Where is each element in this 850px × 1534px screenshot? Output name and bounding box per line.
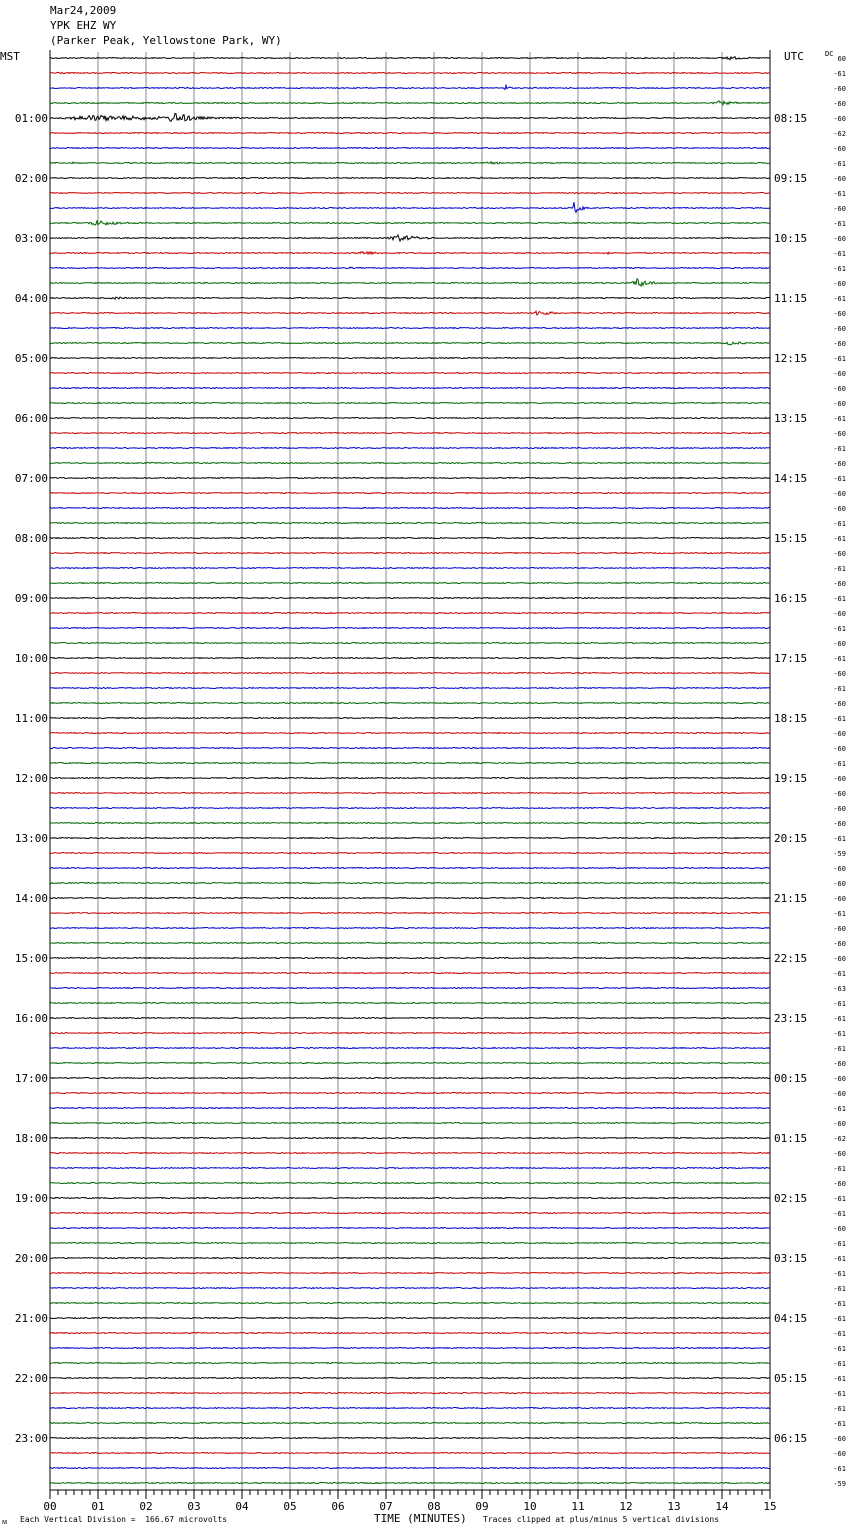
trace-85 (50, 1332, 770, 1333)
trace-13 (50, 252, 770, 255)
dc-value: -61 (833, 1285, 846, 1293)
trace-31 (50, 522, 770, 523)
trace-63 (50, 1002, 770, 1003)
dc-value: -60 (833, 1090, 846, 1098)
x-tick-label: 05 (283, 1500, 297, 1513)
dc-label: DC (825, 50, 834, 58)
trace-5 (50, 132, 770, 133)
dc-value: -60 (833, 745, 846, 753)
trace-80 (50, 1257, 770, 1258)
dc-value: -60 (833, 490, 846, 498)
dc-value: -61 (833, 160, 846, 168)
right-hour-label: 06:15 (774, 1432, 808, 1445)
right-hour-label: 14:15 (774, 472, 808, 485)
scale-note: Each Vertical Division = 166.67 microvolts (20, 1515, 228, 1524)
dc-value: -61 (833, 595, 846, 603)
dc-value: -61 (833, 625, 846, 633)
dc-value: -60 (833, 1075, 846, 1083)
dc-value: -61 (833, 1315, 846, 1323)
right-hour-label: 19:15 (774, 772, 808, 785)
trace-8 (50, 177, 770, 178)
trace-34 (50, 567, 770, 568)
corner-mark: ᴍ (2, 1517, 8, 1526)
x-tick-label: 10 (523, 1500, 537, 1513)
left-hour-label: 17:00 (14, 1072, 48, 1085)
trace-27 (50, 462, 770, 463)
x-tick-label: 14 (715, 1500, 729, 1513)
trace-3 (50, 101, 770, 105)
x-tick-label: 00 (43, 1500, 57, 1513)
trace-52 (50, 837, 770, 838)
x-tick-label: 02 (139, 1500, 153, 1513)
trace-4 (50, 113, 770, 121)
left-hour-label: 01:00 (14, 112, 48, 125)
dc-value: -61 (833, 265, 846, 273)
trace-9 (50, 192, 770, 193)
trace-89 (50, 1392, 770, 1393)
right-hour-label: 09:15 (774, 172, 808, 185)
date-title: Mar24,2009 (50, 4, 117, 17)
trace-64 (50, 1017, 770, 1018)
right-timezone-label: UTC (784, 50, 804, 63)
trace-37 (50, 612, 770, 613)
right-hour-label: 02:15 (774, 1192, 808, 1205)
trace-20 (50, 357, 770, 358)
left-hour-label: 06:00 (14, 412, 48, 425)
dc-value: -60 (833, 730, 846, 738)
trace-18 (50, 327, 770, 328)
trace-14 (50, 267, 770, 269)
dc-value: -61 (833, 655, 846, 663)
trace-66 (50, 1047, 770, 1048)
trace-86 (50, 1347, 770, 1348)
trace-55 (50, 882, 770, 883)
dc-value: -60 (833, 310, 846, 318)
dc-value: -61 (833, 415, 846, 423)
trace-21 (50, 372, 770, 373)
left-hour-label: 08:00 (14, 532, 48, 545)
x-tick-label: 15 (763, 1500, 777, 1513)
right-hour-label: 01:15 (774, 1132, 808, 1145)
dc-value: -60 (833, 550, 846, 558)
left-hour-label: 09:00 (14, 592, 48, 605)
trace-44 (50, 717, 770, 718)
dc-value: 60 (837, 55, 846, 63)
trace-43 (50, 702, 770, 703)
dc-value: -61 (833, 1015, 846, 1023)
trace-0 (50, 57, 770, 60)
dc-value: -61 (833, 1030, 846, 1038)
trace-19 (50, 342, 770, 345)
trace-11 (50, 220, 770, 225)
x-tick-label: 12 (619, 1500, 633, 1513)
dc-value: -61 (833, 70, 846, 78)
trace-10 (50, 202, 770, 212)
dc-value: -60 (833, 505, 846, 513)
dc-value: -61 (833, 910, 846, 918)
dc-value: -60 (833, 640, 846, 648)
trace-61 (50, 972, 770, 973)
dc-value: -61 (833, 685, 846, 693)
x-tick-label: 01 (91, 1500, 105, 1513)
left-hour-label: 16:00 (14, 1012, 48, 1025)
dc-value: -61 (833, 970, 846, 978)
trace-72 (50, 1137, 770, 1138)
dc-value: -61 (833, 1270, 846, 1278)
dc-value: -60 (833, 1060, 846, 1068)
trace-41 (50, 672, 770, 673)
dc-value: -60 (833, 1120, 846, 1128)
left-hour-label: 11:00 (14, 712, 48, 725)
dc-value: -61 (833, 1405, 846, 1413)
location-title: (Parker Peak, Yellowstone Park, WY) (50, 34, 282, 47)
trace-16 (50, 297, 770, 299)
right-hour-label: 15:15 (774, 532, 808, 545)
dc-value: -60 (833, 880, 846, 888)
right-hour-label: 20:15 (774, 832, 808, 845)
trace-48 (50, 777, 770, 778)
trace-65 (50, 1032, 770, 1033)
left-hour-label: 10:00 (14, 652, 48, 665)
trace-54 (50, 867, 770, 868)
dc-value: -60 (833, 400, 846, 408)
trace-50 (50, 807, 770, 808)
dc-value: -60 (833, 370, 846, 378)
x-tick-label: 08 (427, 1500, 441, 1513)
x-tick-label: 03 (187, 1500, 201, 1513)
dc-value: -60 (833, 790, 846, 798)
dc-value: -61 (833, 355, 846, 363)
trace-71 (50, 1122, 770, 1123)
trace-62 (50, 987, 770, 988)
x-axis-title: TIME (MINUTES) (374, 1512, 467, 1525)
dc-value: -60 (833, 940, 846, 948)
dc-value: -61 (833, 1165, 846, 1173)
dc-values (833, 55, 846, 1488)
left-hour-label: 12:00 (14, 772, 48, 785)
trace-92 (50, 1437, 770, 1438)
left-hour-label: 03:00 (14, 232, 48, 245)
dc-value: -62 (833, 1135, 846, 1143)
right-hour-label: 05:15 (774, 1372, 808, 1385)
trace-94 (50, 1467, 770, 1468)
dc-value: -61 (833, 1360, 846, 1368)
left-hour-label: 21:00 (14, 1312, 48, 1325)
dc-value: -60 (833, 100, 846, 108)
trace-42 (50, 687, 770, 688)
trace-29 (50, 492, 770, 493)
trace-75 (50, 1182, 770, 1183)
trace-51 (50, 822, 770, 823)
trace-35 (50, 582, 770, 583)
dc-value: -60 (833, 775, 846, 783)
dc-value: -60 (833, 610, 846, 618)
trace-40 (50, 657, 770, 658)
trace-70 (50, 1107, 770, 1108)
dc-value: -60 (833, 1435, 846, 1443)
trace-53 (50, 852, 770, 853)
right-hour-label: 00:15 (774, 1072, 808, 1085)
dc-value: -62 (833, 130, 846, 138)
dc-value: -61 (833, 190, 846, 198)
right-hour-label: 23:15 (774, 1012, 808, 1025)
dc-value: -60 (833, 430, 846, 438)
x-tick-label: 04 (235, 1500, 249, 1513)
dc-value: -60 (833, 805, 846, 813)
dc-value: -60 (833, 115, 846, 123)
x-axis (43, 1490, 776, 1513)
dc-value: -61 (833, 1210, 846, 1218)
trace-26 (50, 447, 770, 448)
right-hour-label: 13:15 (774, 412, 808, 425)
dc-value: -61 (833, 1255, 846, 1263)
trace-6 (50, 147, 770, 148)
trace-82 (50, 1287, 770, 1288)
dc-value: -61 (833, 1420, 846, 1428)
trace-33 (50, 552, 770, 553)
dc-value: -60 (833, 325, 846, 333)
trace-60 (50, 957, 770, 958)
right-hour-label: 03:15 (774, 1252, 808, 1265)
dc-value: -61 (833, 835, 846, 843)
x-tick-label: 13 (667, 1500, 681, 1513)
trace-74 (50, 1167, 770, 1168)
dc-value: -61 (833, 1345, 846, 1353)
dc-value: -61 (833, 1045, 846, 1053)
dc-value: -61 (833, 475, 846, 483)
dc-value: -61 (833, 250, 846, 258)
x-tick-label: 06 (331, 1500, 345, 1513)
dc-value: -60 (833, 340, 846, 348)
dc-value: -61 (833, 445, 846, 453)
dc-value: -61 (833, 1465, 846, 1473)
dc-value: -61 (833, 1000, 846, 1008)
trace-36 (50, 597, 770, 598)
trace-46 (50, 747, 770, 748)
trace-49 (50, 792, 770, 793)
dc-value: -60 (833, 1225, 846, 1233)
dc-value: -61 (833, 1375, 846, 1383)
right-hour-label: 16:15 (774, 592, 808, 605)
trace-45 (50, 732, 770, 733)
right-hour-label: 10:15 (774, 232, 808, 245)
trace-83 (50, 1302, 770, 1303)
left-hour-label: 22:00 (14, 1372, 48, 1385)
dc-value: -60 (833, 1180, 846, 1188)
trace-23 (50, 402, 770, 403)
left-hour-label: 05:00 (14, 352, 48, 365)
trace-2 (50, 85, 770, 89)
trace-32 (50, 537, 770, 538)
trace-87 (50, 1362, 770, 1363)
left-hour-label: 23:00 (14, 1432, 48, 1445)
dc-value: -60 (833, 925, 846, 933)
dc-value: -61 (833, 1105, 846, 1113)
dc-value: -60 (833, 85, 846, 93)
trace-91 (50, 1422, 770, 1423)
dc-value: -61 (833, 1390, 846, 1398)
dc-value: -61 (833, 535, 846, 543)
dc-value: -61 (833, 1330, 846, 1338)
right-hour-label: 22:15 (774, 952, 808, 965)
dc-value: -61 (833, 760, 846, 768)
dc-value: -61 (833, 520, 846, 528)
trace-69 (50, 1092, 770, 1093)
trace-68 (50, 1077, 770, 1078)
trace-57 (50, 912, 770, 913)
trace-88 (50, 1377, 770, 1378)
right-hour-label: 21:15 (774, 892, 808, 905)
trace-47 (50, 762, 770, 763)
left-hour-label: 07:00 (14, 472, 48, 485)
left-hour-label: 20:00 (14, 1252, 48, 1265)
right-hour-label: 04:15 (774, 1312, 808, 1325)
dc-value: -60 (833, 460, 846, 468)
trace-67 (50, 1062, 770, 1063)
trace-28 (50, 477, 770, 478)
left-hour-label: 13:00 (14, 832, 48, 845)
dc-value: -60 (833, 955, 846, 963)
station-title: YPK EHZ WY (50, 19, 117, 32)
right-hour-label: 17:15 (774, 652, 808, 665)
right-hour-label: 18:15 (774, 712, 808, 725)
trace-25 (50, 432, 770, 433)
left-hour-label: 14:00 (14, 892, 48, 905)
trace-58 (50, 927, 770, 928)
dc-value: -60 (833, 280, 846, 288)
trace-59 (50, 942, 770, 943)
dc-value: -60 (833, 385, 846, 393)
left-hour-label: 04:00 (14, 292, 48, 305)
trace-93 (50, 1452, 770, 1453)
trace-84 (50, 1317, 770, 1318)
clip-note: Traces clipped at plus/minus 5 vertical divisions (483, 1515, 720, 1524)
trace-90 (50, 1407, 770, 1408)
dc-value: -60 (833, 175, 846, 183)
right-hour-label: 11:15 (774, 292, 808, 305)
left-hour-label: 19:00 (14, 1192, 48, 1205)
left-hour-label: 02:00 (14, 172, 48, 185)
dc-value: -60 (833, 820, 846, 828)
trace-76 (50, 1197, 770, 1198)
x-tick-label: 09 (475, 1500, 489, 1513)
trace-17 (50, 311, 770, 315)
dc-value: -60 (833, 1150, 846, 1158)
left-timezone-label: MST (0, 50, 20, 63)
trace-7 (50, 162, 770, 164)
dc-value: -61 (833, 295, 846, 303)
left-hour-label: 15:00 (14, 952, 48, 965)
trace-73 (50, 1152, 770, 1153)
dc-value: -60 (833, 1450, 846, 1458)
x-tick-label: 11 (571, 1500, 585, 1513)
dc-value: -61 (833, 565, 846, 573)
traces (50, 57, 770, 1484)
x-tick-label: 07 (379, 1500, 393, 1513)
right-hour-label: 12:15 (774, 352, 808, 365)
trace-95 (50, 1482, 770, 1483)
dc-value: -63 (833, 985, 846, 993)
trace-30 (50, 507, 770, 508)
trace-24 (50, 417, 770, 418)
dc-value: -60 (833, 235, 846, 243)
dc-value: -60 (833, 895, 846, 903)
dc-value: -59 (833, 1480, 846, 1488)
dc-value: -60 (833, 580, 846, 588)
dc-value: -61 (833, 1195, 846, 1203)
trace-79 (50, 1242, 770, 1243)
trace-39 (50, 642, 770, 643)
dc-value: -60 (833, 145, 846, 153)
trace-77 (50, 1212, 770, 1213)
right-hour-label: 08:15 (774, 112, 808, 125)
trace-56 (50, 897, 770, 898)
trace-12 (50, 235, 770, 241)
trace-78 (50, 1227, 770, 1228)
dc-value: -60 (833, 865, 846, 873)
dc-value: -61 (833, 220, 846, 228)
trace-22 (50, 387, 770, 388)
dc-value: -61 (833, 1240, 846, 1248)
trace-1 (50, 72, 770, 73)
dc-value: -60 (833, 700, 846, 708)
dc-value: -60 (833, 205, 846, 213)
left-hour-label: 18:00 (14, 1132, 48, 1145)
trace-38 (50, 627, 770, 628)
dc-value: -60 (833, 670, 846, 678)
dc-value: -61 (833, 715, 846, 723)
dc-value: -59 (833, 850, 846, 858)
dc-value: -61 (833, 1300, 846, 1308)
trace-15 (50, 279, 770, 286)
trace-81 (50, 1272, 770, 1273)
